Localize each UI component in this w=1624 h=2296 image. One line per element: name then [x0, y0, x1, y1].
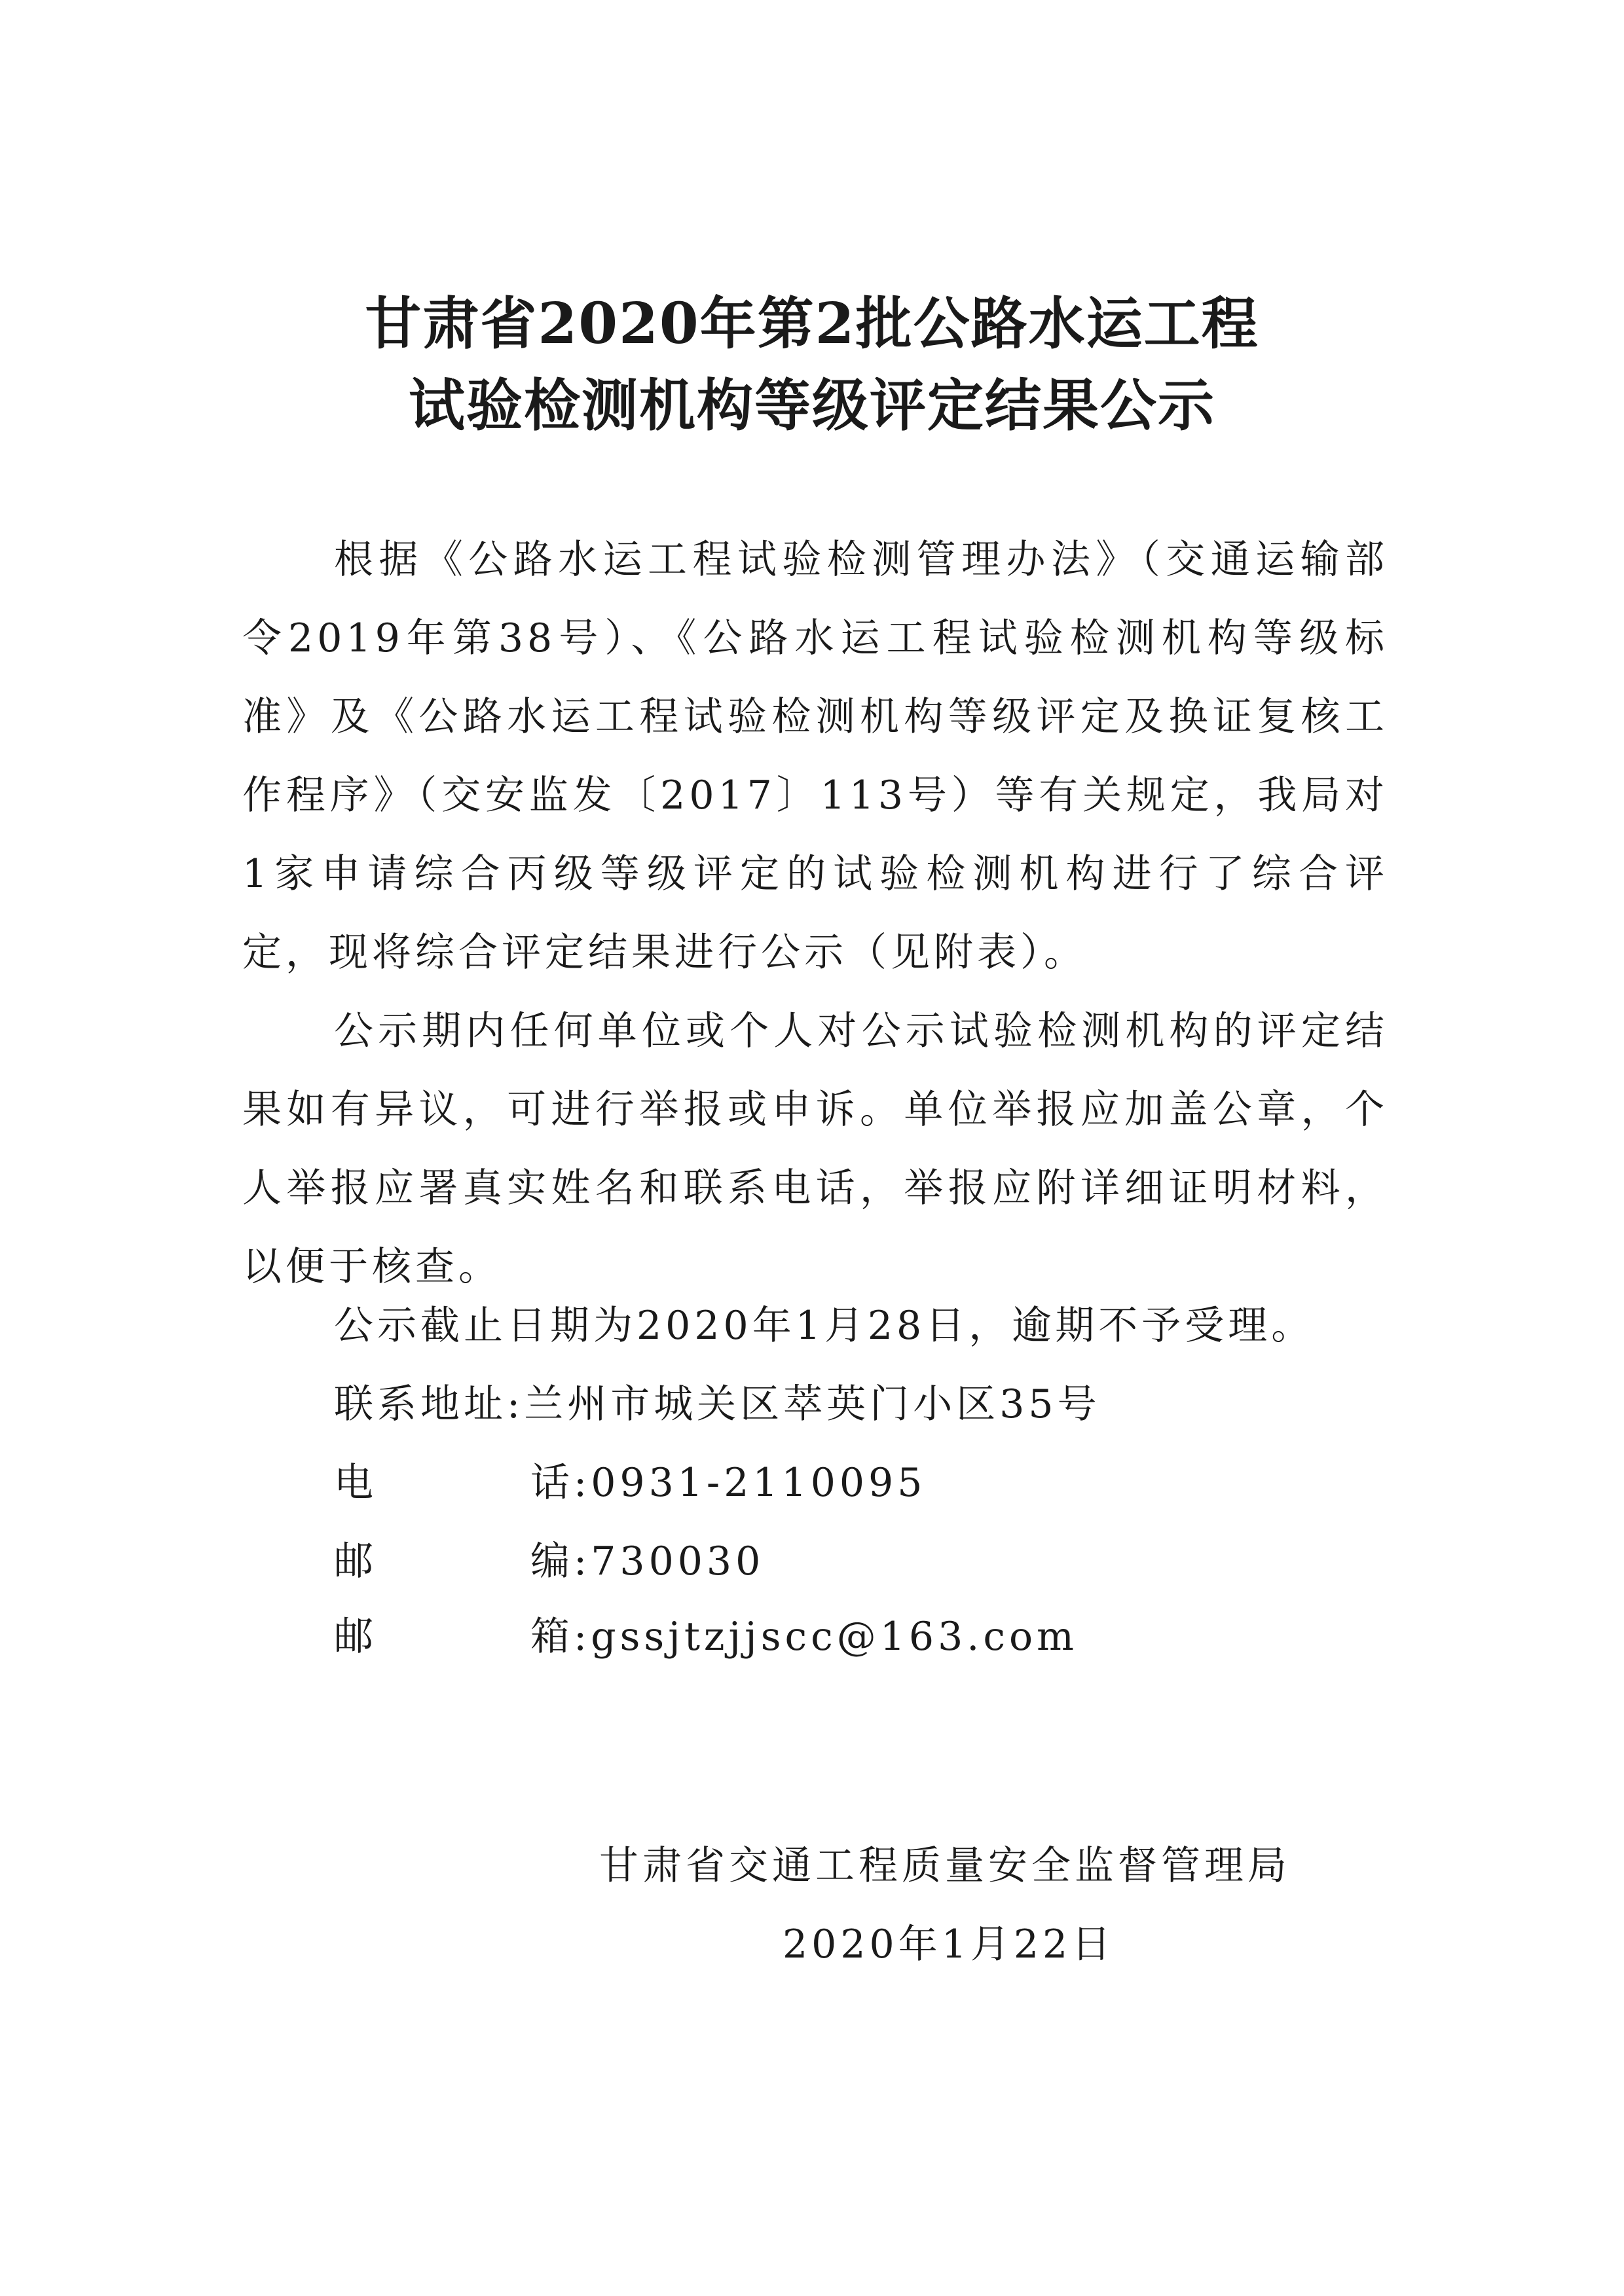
phone-colon: : [574, 1460, 591, 1506]
phone-value: 0931-2110095 [591, 1460, 927, 1506]
deadline-notice: 公示截止日期为2020年1月28日，逾期不予受理。 [334, 1303, 1315, 1349]
address-colon: : [507, 1381, 525, 1427]
zip-label-b: 编 [530, 1539, 574, 1584]
contact-address [334, 1378, 1101, 1430]
email-colon: : [574, 1614, 591, 1660]
zip-label-a: 邮 [334, 1539, 377, 1584]
signature-date: 2020年1月22日 [783, 1922, 1115, 1967]
zip-value: 730030 [591, 1539, 765, 1584]
address-value: 兰州市城关区萃英门小区35号 [524, 1381, 1101, 1427]
signature-organization: 甘肃省交通工程质量安全监督管理局 [599, 1843, 1291, 1889]
body-paragraph-1: 根据《公路水运工程试验检测管理办法》（交通运输部令2019年第38号）、《公路水运工程试验检测机构等级标准》及《公路水运工程试验检测机构等级评定及换证复核工作程序》（交安监发〔2017〕113号）等有关规定，我局对1家申请综合丙级等级评定的试验检测机构进行了综合评定，现将综合评定结果进行公示（见附表）。 [242, 537, 1388, 975]
title-line-1: 甘肃省2020年第2批公路水运工程 [365, 291, 1259, 357]
zip-colon: : [574, 1539, 591, 1584]
contact-zip [334, 1535, 764, 1588]
title-line-2: 试验检测机构等级评定结果公示 [409, 373, 1215, 439]
body-paragraph-2: 公示期内任何单位或个人对公示试验检测机构的评定结果如有异议，可进行举报或申诉。单位举报应加盖公章，个人举报应署真实姓名和联系电话，举报应附详细证明材料，以便于核查。 [242, 1008, 1388, 1290]
address-label: 联系地址 [334, 1381, 507, 1427]
contact-email [334, 1611, 1078, 1663]
email-value: gssjtzjjscc@163.com [591, 1614, 1078, 1660]
phone-label-b: 话 [530, 1460, 574, 1506]
email-label-a: 邮 [334, 1614, 377, 1660]
email-label-b: 箱 [530, 1614, 574, 1660]
phone-label-a: 电 [334, 1460, 377, 1506]
contact-phone [334, 1457, 926, 1509]
